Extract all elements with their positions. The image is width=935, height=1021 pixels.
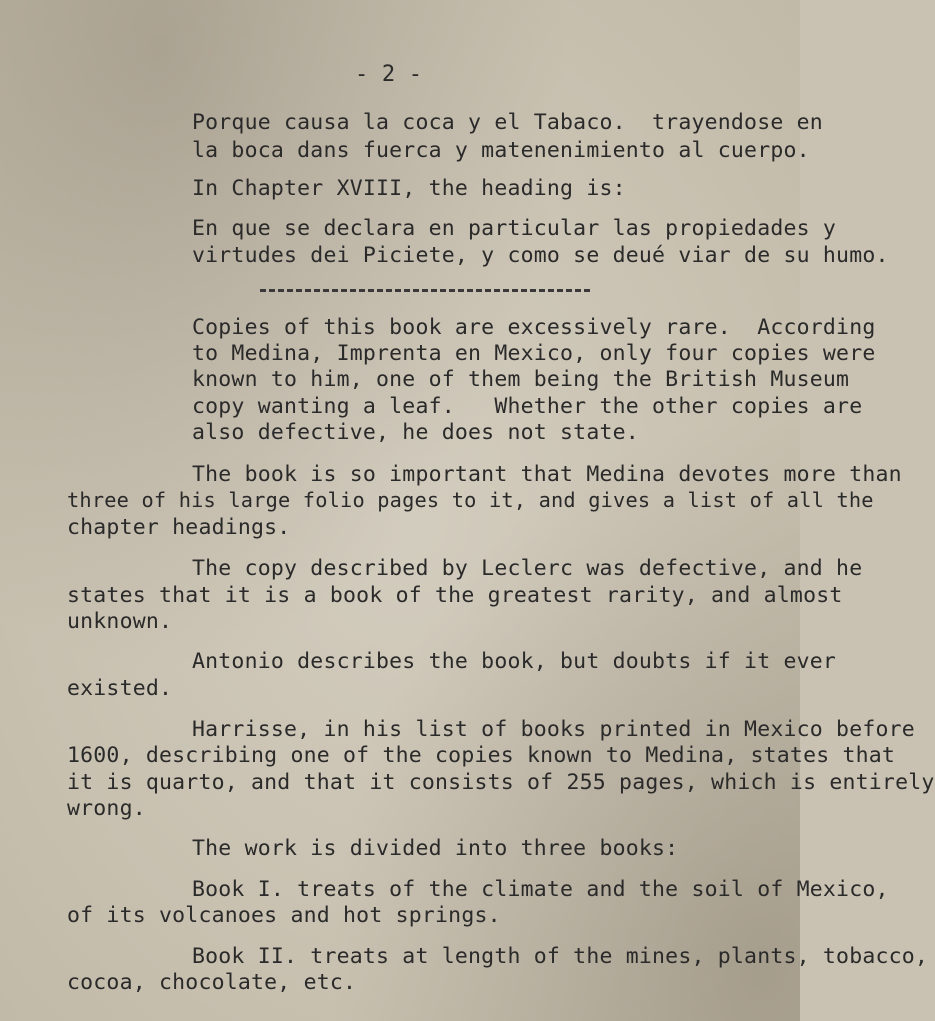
text-line: Antonio describes the book, but doubts if it ever — [192, 649, 837, 674]
text-line: virtudes dei Piciete, y como se deué viar de su humo. — [192, 243, 889, 268]
text-line: Book II. treats at length of the mines, plants, tobacco, — [192, 944, 929, 969]
text-line: Book I. treats of the climate and the soil of Mexico, — [192, 877, 889, 902]
text-line: Porque causa la coca y el Tabaco. trayendose en — [192, 110, 823, 135]
text-line: of its volcanoes and hot springs. — [67, 903, 501, 928]
text-line: chapter headings. — [67, 515, 291, 540]
text-line: The work is divided into three books: — [192, 836, 679, 861]
text-line: unknown. — [67, 609, 173, 634]
text-line: copy wanting a leaf. Whether the other copies are — [192, 394, 863, 419]
text-line: it is quarto, and that it consists of 255 pages, which is entirely — [67, 770, 935, 795]
text-line: Copies of this book are excessively rare. According — [192, 315, 876, 340]
text-line: cocoa, chocolate, etc. — [67, 970, 357, 995]
text-line: The book is so important that Medina devotes more than — [192, 462, 902, 487]
dashed-separator — [260, 289, 590, 292]
text-line: The copy described by Leclerc was defective, and he — [192, 556, 863, 581]
text-line: known to him, one of them being the British Museum — [192, 367, 850, 392]
text-line: En que se declara en particular las propiedades y — [192, 216, 837, 241]
text-line: three of his large folio pages to it, and gives a list of all the — [67, 488, 874, 512]
text-line: 1600, describing one of the copies known to Medina, states that — [67, 743, 896, 768]
text-line: Harrisse, in his list of books printed in Mexico before — [192, 717, 915, 742]
page-number: - 2 - — [355, 62, 423, 87]
text-line: In Chapter XVIII, the heading is: — [192, 176, 626, 201]
text-line: also defective, he does not state. — [192, 420, 639, 445]
text-line: wrong. — [67, 796, 146, 821]
text-line: states that it is a book of the greatest rarity, and almost — [67, 583, 843, 608]
text-line: la boca dans fuerca y matenenimiento al cuerpo. — [192, 138, 810, 163]
text-line: existed. — [67, 676, 173, 701]
text-line: to Medina, Imprenta en Mexico, only four copies were — [192, 341, 876, 366]
